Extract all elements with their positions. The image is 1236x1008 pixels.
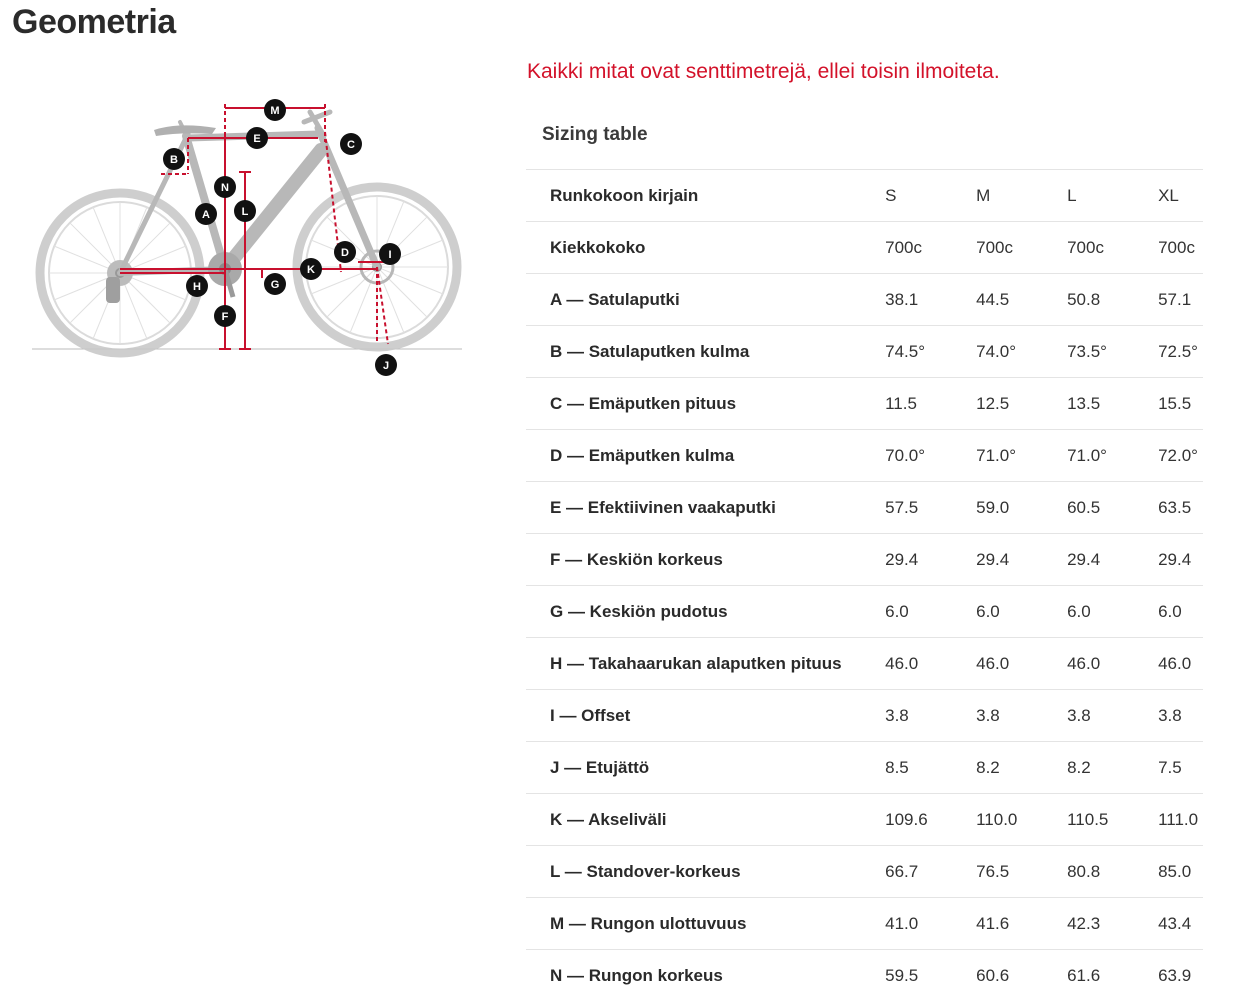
- row-value: 700c: [1158, 237, 1195, 257]
- row-label: D — Emäputken kulma: [550, 445, 735, 465]
- marker-i: [379, 243, 401, 265]
- marker-m: [264, 99, 286, 121]
- row-value: 29.4: [885, 549, 919, 569]
- svg-text:E: E: [253, 133, 261, 145]
- row-label: J — Etujättö: [550, 757, 650, 777]
- page-title: Geometria: [12, 3, 176, 41]
- row-label: L — Standover-korkeus: [550, 861, 741, 881]
- row-value: 50.8: [1067, 289, 1101, 309]
- row-label: E — Efektiivinen vaakaputki: [550, 497, 776, 517]
- row-value: 72.5°: [1158, 341, 1198, 361]
- svg-text:F: F: [221, 311, 229, 323]
- svg-text:M: M: [270, 105, 280, 117]
- row-value: 8.2: [976, 757, 1000, 777]
- row-label: Kiekkokoko: [550, 237, 646, 257]
- svg-text:K: K: [307, 264, 315, 276]
- row-label: B — Satulaputken kulma: [550, 341, 750, 361]
- row-value: 700c: [885, 237, 922, 257]
- table-row: [526, 898, 1203, 950]
- row-value: 41.6: [976, 913, 1010, 933]
- row-value: 700c: [1067, 237, 1104, 257]
- row-value: 71.0°: [1067, 445, 1107, 465]
- row-label: I — Offset: [550, 705, 631, 725]
- header-size-s: S: [885, 185, 897, 205]
- marker-k: [300, 258, 322, 280]
- row-value: 66.7: [885, 861, 919, 881]
- row-value: 3.8: [1158, 705, 1182, 725]
- row-value: 59.5: [885, 965, 919, 985]
- table-row: [526, 846, 1203, 898]
- row-value: 29.4: [1067, 549, 1101, 569]
- table-row: [526, 222, 1203, 274]
- row-value: 29.4: [1158, 549, 1192, 569]
- svg-text:N: N: [221, 182, 229, 194]
- svg-text:I: I: [388, 249, 392, 261]
- table-row: [526, 378, 1203, 430]
- row-value: 42.3: [1067, 913, 1101, 933]
- row-value: 76.5: [976, 861, 1010, 881]
- marker-f: [214, 305, 236, 327]
- row-value: 110.5: [1067, 809, 1109, 829]
- marker-n: [214, 176, 236, 198]
- row-label: F — Keskiön korkeus: [550, 549, 723, 569]
- row-value: 46.0: [885, 653, 919, 673]
- row-value: 3.8: [976, 705, 1000, 725]
- row-value: 57.1: [1158, 289, 1192, 309]
- svg-text:H: H: [193, 281, 201, 293]
- row-value: 6.0: [1158, 601, 1182, 621]
- row-value: 60.5: [1067, 497, 1101, 517]
- row-value: 46.0: [1158, 653, 1192, 673]
- row-value: 70.0°: [885, 445, 925, 465]
- row-label: H — Takahaarukan alaputken pituus: [550, 653, 842, 673]
- row-value: 74.0°: [976, 341, 1016, 361]
- marker-h: [186, 275, 208, 297]
- table-row: [526, 534, 1203, 586]
- row-value: 61.6: [1067, 965, 1101, 985]
- marker-g: [264, 273, 286, 295]
- marker-j: [375, 354, 397, 376]
- row-value: 11.5: [885, 393, 917, 413]
- row-label: G — Keskiön pudotus: [550, 601, 728, 621]
- marker-l: [234, 200, 256, 222]
- marker-e: [246, 127, 268, 149]
- row-value: 59.0: [976, 497, 1010, 517]
- row-value: 38.1: [885, 289, 919, 309]
- svg-text:B: B: [170, 154, 178, 166]
- row-value: 12.5: [976, 393, 1010, 413]
- table-row: [526, 482, 1203, 534]
- header-label: Runkokoon kirjain: [550, 185, 699, 205]
- row-value: 8.5: [885, 757, 909, 777]
- row-value: 71.0°: [976, 445, 1016, 465]
- row-label: C — Emäputken pituus: [550, 393, 737, 413]
- row-value: 43.4: [1158, 913, 1192, 933]
- units-notice: Kaikki mitat ovat senttimetrejä, ellei toisin ilmoiteta.: [527, 60, 1000, 83]
- row-value: 60.6: [976, 965, 1010, 985]
- table-row: [526, 430, 1203, 482]
- row-value: 85.0: [1158, 861, 1192, 881]
- row-value: 6.0: [885, 601, 909, 621]
- row-value: 72.0°: [1158, 445, 1198, 465]
- table-row: [526, 690, 1203, 742]
- row-value: 29.4: [976, 549, 1010, 569]
- rear-derailleur: [106, 277, 120, 303]
- row-value: 6.0: [976, 601, 1000, 621]
- row-value: 44.5: [976, 289, 1010, 309]
- table-row: [526, 274, 1203, 326]
- header-size-l: L: [1067, 185, 1077, 205]
- table-row: [526, 950, 1203, 1002]
- row-value: 8.2: [1067, 757, 1091, 777]
- row-label: N — Rungon korkeus: [550, 965, 723, 985]
- svg-text:G: G: [270, 279, 280, 291]
- row-value: 3.8: [885, 705, 909, 725]
- svg-text:D: D: [341, 247, 349, 259]
- row-value: 46.0: [1067, 653, 1101, 673]
- row-value: 57.5: [885, 497, 919, 517]
- table-row: [526, 794, 1203, 846]
- sizing-table: [526, 169, 1203, 1002]
- row-value: 46.0: [976, 653, 1010, 673]
- row-value: 80.8: [1067, 861, 1101, 881]
- row-value: 63.9: [1158, 965, 1192, 985]
- marker-d: [334, 241, 356, 263]
- row-value: 6.0: [1067, 601, 1091, 621]
- row-label: K — Akseliväli: [550, 809, 667, 829]
- marker-c: [340, 133, 362, 155]
- marker-a: [195, 203, 217, 225]
- table-row: [526, 326, 1203, 378]
- table-header-row: [526, 170, 1203, 222]
- row-value: 110.0: [976, 809, 1018, 829]
- row-value: 3.8: [1067, 705, 1091, 725]
- svg-text:L: L: [241, 206, 249, 218]
- row-value: 73.5°: [1067, 341, 1107, 361]
- row-label: M — Rungon ulottuvuus: [550, 913, 747, 933]
- row-value: 7.5: [1158, 757, 1182, 777]
- svg-text:J: J: [382, 360, 390, 372]
- header-size-xl: XL: [1158, 185, 1179, 205]
- svg-text:A: A: [202, 209, 210, 221]
- row-value: 700c: [976, 237, 1013, 257]
- table-row: [526, 638, 1203, 690]
- marker-b: [163, 148, 185, 170]
- row-value: 15.5: [1158, 393, 1192, 413]
- row-value: 74.5°: [885, 341, 925, 361]
- row-value: 111.0: [1158, 809, 1199, 829]
- table-row: [526, 742, 1203, 794]
- row-value: 63.5: [1158, 497, 1192, 517]
- row-label: A — Satulaputki: [550, 289, 680, 309]
- bike-geometry-diagram: [28, 92, 468, 382]
- row-value: 13.5: [1067, 393, 1101, 413]
- row-value: 109.6: [885, 809, 928, 829]
- svg-text:C: C: [347, 139, 355, 151]
- row-value: 41.0: [885, 913, 919, 933]
- header-size-m: M: [976, 185, 991, 205]
- table-row: [526, 586, 1203, 638]
- sizing-table-caption: Sizing table: [542, 124, 648, 145]
